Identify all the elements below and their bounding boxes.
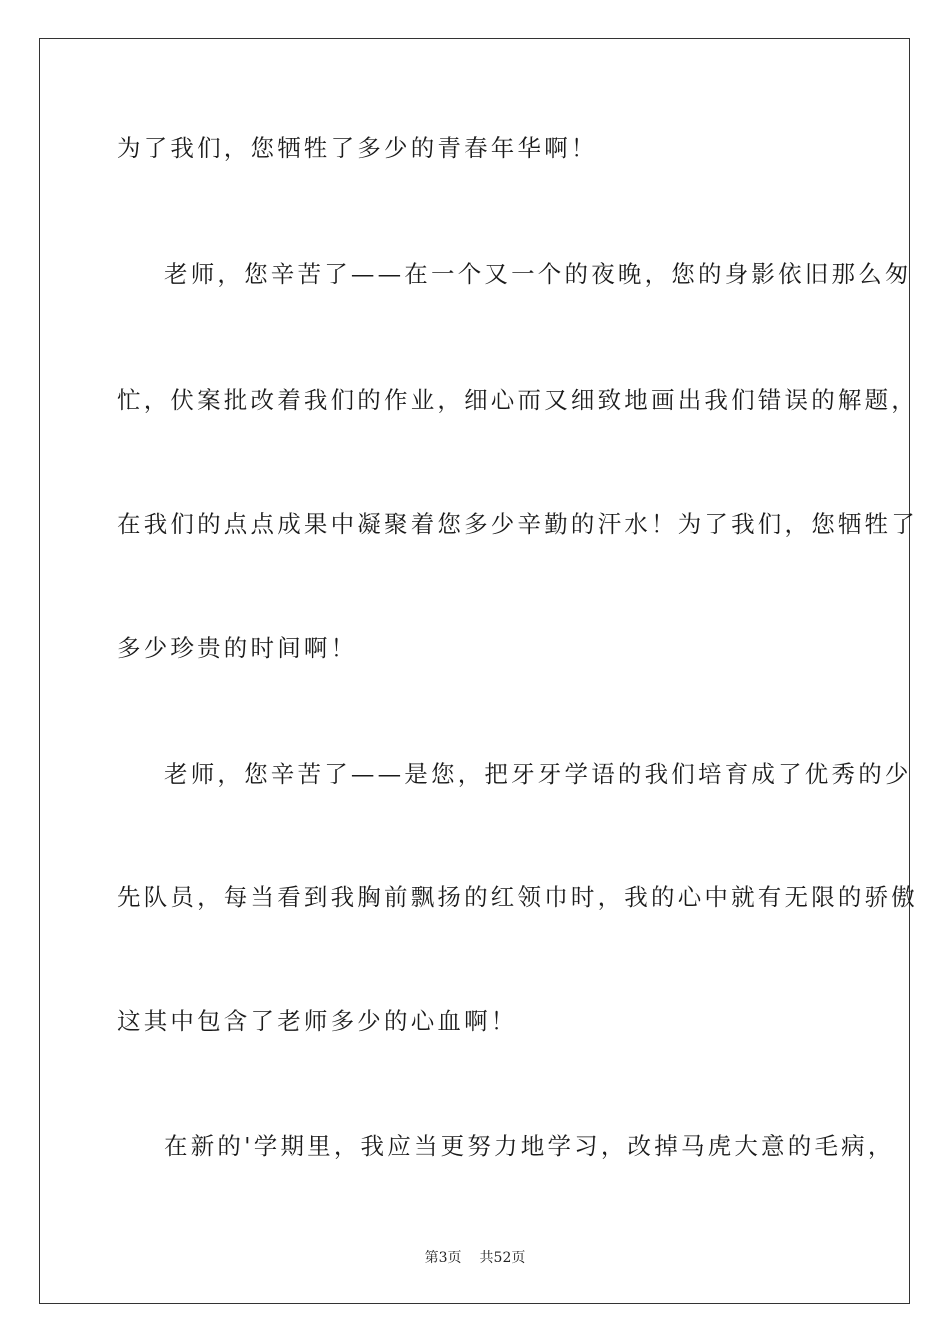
page-frame [39,38,918,1304]
text-line: 为了我们，您牺牲了多少的青春年华啊！ [117,134,598,162]
page-footer [0,1247,950,1267]
text-line: 忙，伏案批改着我们的作业，细心而又细致地画出我们错误的解题， [117,386,918,414]
text-line: 老师，您辛苦了——在一个又一个的夜晚，您的身影依旧那么匆 [164,260,912,288]
text-line: 在我们的点点成果中凝聚着您多少辛勤的汗水！为了我们，您牺牲了 [117,510,918,538]
text-line: 先队员，每当看到我胸前飘扬的红领巾时，我的心中就有无限的骄傲 [117,883,918,911]
page-number: 第3页 [424,1250,462,1266]
text-line: 在新的'学期里，我应当更努力地学习，改掉马虎大意的毛病， [164,1132,895,1160]
text-line: 这其中包含了老师多少的心血啊！ [117,1007,518,1035]
page-total: 共52页 [479,1250,526,1266]
text-line: 多少珍贵的时间啊！ [117,634,358,662]
text-line: 老师，您辛苦了——是您，把牙牙学语的我们培育成了优秀的少 [164,760,912,788]
